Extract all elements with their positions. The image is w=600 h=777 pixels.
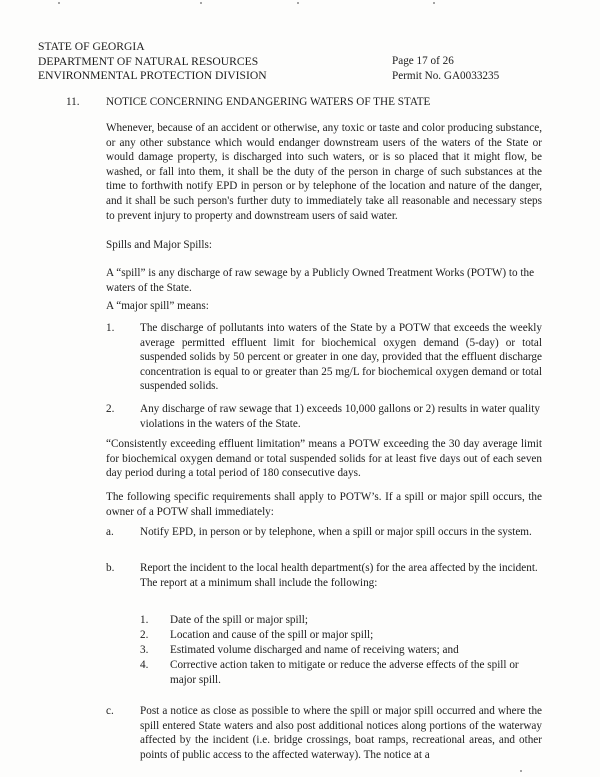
agency-header [38,40,267,84]
header-division: ENVIRONMENTAL PROTECTION DIVISION [38,69,267,83]
consistently-exceeding-paragraph: “Consistently exceeding effluent limitation” means a POTW exceeding the 30 day average limit for biochemical oxygen demand or total suspended solids for at least five days out of each seven day period during a total period of 180 consecutive days. [106,438,542,480]
item-number: 1. [106,322,115,334]
item-text: Estimated volume discharged and name of receiving waters; and [170,644,459,656]
section-number: 11. [66,96,80,108]
report-item [140,643,542,658]
scan-speck [297,2,299,4]
section-title: NOTICE CONCERNING ENDANGERING WATERS OF THE STATE [106,96,431,108]
item-letter: c. [106,705,114,717]
item-text: Date of the spill or major spill; [170,614,308,626]
major-spill-item [106,321,542,394]
major-spill-intro: A “major spill” means: [106,300,209,312]
scan-speck [58,2,60,4]
action-item-c [106,704,542,762]
item-letter: b. [106,562,115,574]
report-item [140,628,542,643]
report-item [140,658,542,687]
report-item [140,613,542,628]
item-text: Any discharge of raw sewage that 1) exceeds 10,000 gallons or 2) results in water quality violations in the waters of the State. [140,403,540,430]
item-number: 1. [140,614,149,626]
item-text: The discharge of pollutants into waters of the State by a POTW that exceeds the weekly average permitted effluent limit for biochemical oxygen demand (5-day) or total suspended solids by 50 percent or greater in one day, provided that the effluent discharge concentration is equal to or greater than 25 mg/L for biochemical oxygen demand or total suspended solids. [140,322,542,393]
header-state: STATE OF GEORGIA [38,40,145,53]
scan-speck [520,770,522,772]
item-text: Location and cause of the spill or major spill; [170,629,374,641]
requirements-paragraph: The following specific requirements shall apply to POTW’s. If a spill or major spill occurs, the owner of a POTW shall immediately: [106,491,542,518]
action-item-a [106,525,542,540]
item-number: 3. [140,644,149,656]
item-text: Post a notice as close as possible to where the spill or major spill occurred and where the spill entered State waters and also post additional notices along portions of the waterway affected by the incident (i.e. bridge crossings, boat ramps, recreational areas, and other points of public access to the affected waterway). The notice at a [140,705,542,761]
spill-definition: A “spill” is any discharge of raw sewage by a Publicly Owned Treatment Works (POTW) to the waters of the State. [106,267,535,294]
scan-speck [200,2,202,4]
item-number: 4. [140,659,149,671]
permit-number: Permit No. GA0033235 [392,69,500,82]
action-item-b [106,561,542,590]
item-text: Corrective action taken to mitigate or reduce the adverse effects of the spill or major spill. [170,659,519,686]
item-number: 2. [140,629,149,641]
page-number: Page 17 of 26 [392,55,454,67]
page-info [392,54,499,83]
item-number: 2. [106,403,115,415]
item-subtext: The report at a minimum shall include the following: [140,576,378,589]
intro-paragraph: Whenever, because of an accident or otherwise, any toxic or taste and color producing substance, or any other substance which would endanger downstream users of the waters of the State or would damage property, is discharged into such waters, or is so placed that it might flow, be washed, or fall into them, it shall be the duty of the person in charge of such substances at the time to forthwith notify EPD in person or by telephone of the location and nature of the danger, and it shall be such person's further duty to immediately take all reasonable and necessary steps to prevent injury to property and downstream users of said water. [106,122,542,222]
item-letter: a. [106,526,114,538]
spills-heading: Spills and Major Spills: [106,239,212,251]
scan-speck [433,2,435,4]
item-text: Notify EPD, in person or by telephone, when a spill or major spill occurs in the system. [140,526,532,538]
item-text: Report the incident to the local health department(s) for the area affected by the incident. [140,562,538,574]
header-department: DEPARTMENT OF NATURAL RESOURCES [38,54,259,68]
major-spill-item [106,402,542,431]
